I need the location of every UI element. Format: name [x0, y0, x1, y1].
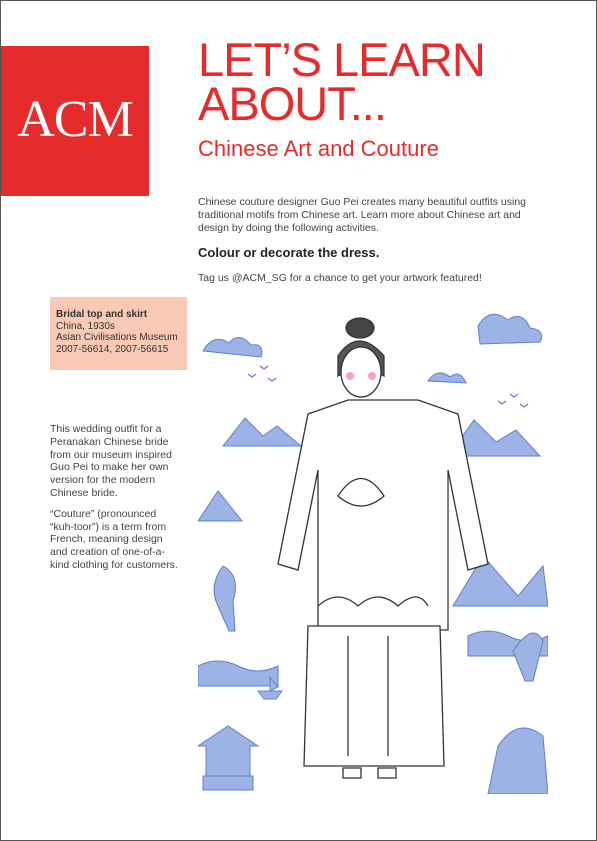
page-title [198, 33, 485, 130]
mountain-icon [198, 491, 242, 521]
hair-bun [346, 318, 374, 338]
cloud-icon [428, 373, 466, 383]
object-origin: China, 1930s [56, 320, 115, 332]
object-accession: 2007-56614, 2007-56615 [56, 343, 169, 355]
bird-icon [498, 401, 506, 404]
dress-top [278, 400, 488, 630]
bird-icon [248, 374, 256, 377]
object-title: Bridal top and skirt [56, 309, 148, 320]
shoe [343, 768, 396, 778]
bird-icon [510, 394, 518, 397]
water-wave-icon [198, 661, 278, 686]
cheek-left [346, 372, 354, 380]
pavilion-icon [203, 776, 253, 790]
logo-text: ACM [17, 90, 133, 148]
face [341, 347, 381, 397]
intro-paragraph: Chinese couture designer Guo Pei creates many beautiful outfits using traditional motifs from Chinese art. Learn more about Chinese art and design by doing the following activities. [198, 196, 527, 234]
bird-icon [260, 366, 268, 369]
bird-icon [520, 404, 528, 407]
activity-instruction: Colour or decorate the dress. [198, 245, 380, 260]
cloud-icon [478, 314, 542, 344]
side-note-2: “Couture” (pronounced “kuh-toor”) is a term from French, meaning design and creation of one-of-a-kind clothing for customers. [50, 507, 178, 571]
pavilion-icon [198, 726, 258, 776]
dress-skirt [304, 626, 444, 766]
object-label [50, 297, 187, 370]
cloud-icon [203, 337, 262, 357]
acm-logo [1, 46, 149, 196]
title-line-1: LET’S LEARN [198, 33, 485, 86]
title-line-2: ABOUT... [198, 77, 386, 130]
tree-icon [214, 566, 235, 631]
bird-icon [268, 378, 276, 381]
colouring-illustration [198, 306, 548, 794]
page-subtitle: Chinese Art and Couture [198, 136, 439, 161]
bride-figure [278, 318, 488, 778]
rock-icon [488, 728, 548, 794]
mountain-icon [223, 418, 301, 446]
cheek-right [368, 372, 376, 380]
side-notes [50, 423, 180, 580]
side-note-1: This wedding outfit for a Peranakan Chinese bride from our museum inspired Guo Pei to make her own version for the modern Chinese bride. [50, 423, 172, 499]
social-tag-text: Tag us @ACM_SG for a chance to get your artwork featured! [198, 272, 482, 284]
object-museum: Asian Civilisations Museum [56, 332, 178, 343]
